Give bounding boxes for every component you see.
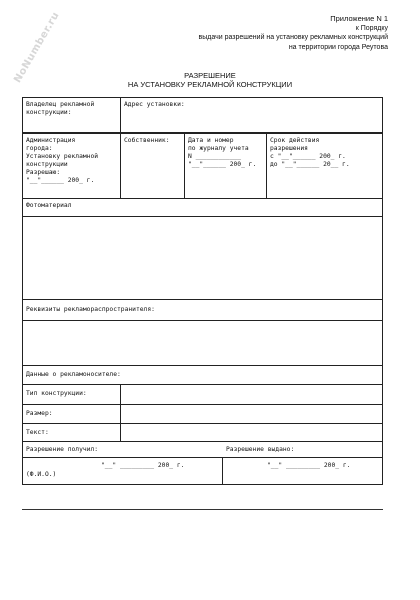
title-line1: РАЗРЕШЕНИЕ [184,71,236,80]
owner-row [23,98,382,134]
approval-row [23,134,382,199]
received-label-cell [23,442,203,457]
carrier-label: Данные о рекламоносителе: [26,371,121,378]
received-date: "__" _________ 200_ г. [101,462,185,469]
issued-date: "__" _________ 200_ г. [267,462,351,469]
issued-label-cell [223,442,382,457]
type-row [23,385,382,405]
photo-label-row [23,199,382,217]
proprietor-cell [121,134,185,198]
signoff-label-row [23,442,382,458]
bottom-rule [22,509,383,510]
owner-label: Владелец рекламной конструкции: [26,101,95,116]
issued-cell [223,458,382,484]
owner-cell [23,98,121,132]
signoff-date-row [23,458,382,484]
type-label-cell [23,385,121,404]
journal-text: Дата и номер по журналу учета N ____________ "__"______ 200_ г. [188,137,257,168]
distributor-label-row [23,300,382,321]
validity-text: Срок действия разрешения с "__"______ 200_ г. до "__"______ 20__ г. [270,137,350,168]
size-value-cell [121,405,382,423]
text-label-cell [23,424,121,441]
text-row [23,424,382,442]
document-title [0,71,420,89]
distributor-area [23,321,382,366]
appendix-city: на территории города Реутова [288,43,388,51]
admin-cell [23,134,121,198]
fio-label: (Ф.И.О.) [26,471,57,478]
journal-cell [185,134,267,198]
permit-form [22,97,383,485]
carrier-label-row [23,366,382,385]
distributor-label: Реквизиты рекламораспространителя: [26,306,155,313]
photo-label-cell [23,199,382,216]
received-label: Разрешение получил: [26,446,99,453]
validity-cell [267,134,382,198]
admin-text: Администрация города: Установку рекламной конструкции Разрешаю: "__"______ 200_ г. [26,137,99,184]
photo-label: Фотоматериал [26,202,72,209]
type-value-cell [121,385,382,404]
size-row [23,405,382,424]
issued-label: Разрешение выдано: [226,446,295,453]
appendix-number: Приложение N 1 [330,14,388,23]
appendix-header [199,14,389,52]
carrier-label-cell [23,366,382,384]
address-cell [121,98,382,132]
watermark: NoNumber.ru [12,10,62,85]
type-label: Тип конструкции: [26,390,87,397]
photo-area [23,217,382,300]
received-cell [23,458,223,484]
size-label-cell [23,405,121,423]
appendix-ref: к Порядку [355,24,388,32]
address-label: Адрес установки: [124,101,185,108]
text-value-cell [121,424,382,441]
proprietor-label: Собственник: [124,137,170,144]
text-label: Текст: [26,429,49,436]
distributor-label-cell [23,300,382,320]
appendix-procedure: выдачи разрешений на установку рекламных конструкций [198,34,388,41]
size-label: Размер: [26,410,53,417]
title-line2: НА УСТАНОВКУ РЕКЛАМНОЙ КОНСТРУКЦИИ [127,80,293,89]
